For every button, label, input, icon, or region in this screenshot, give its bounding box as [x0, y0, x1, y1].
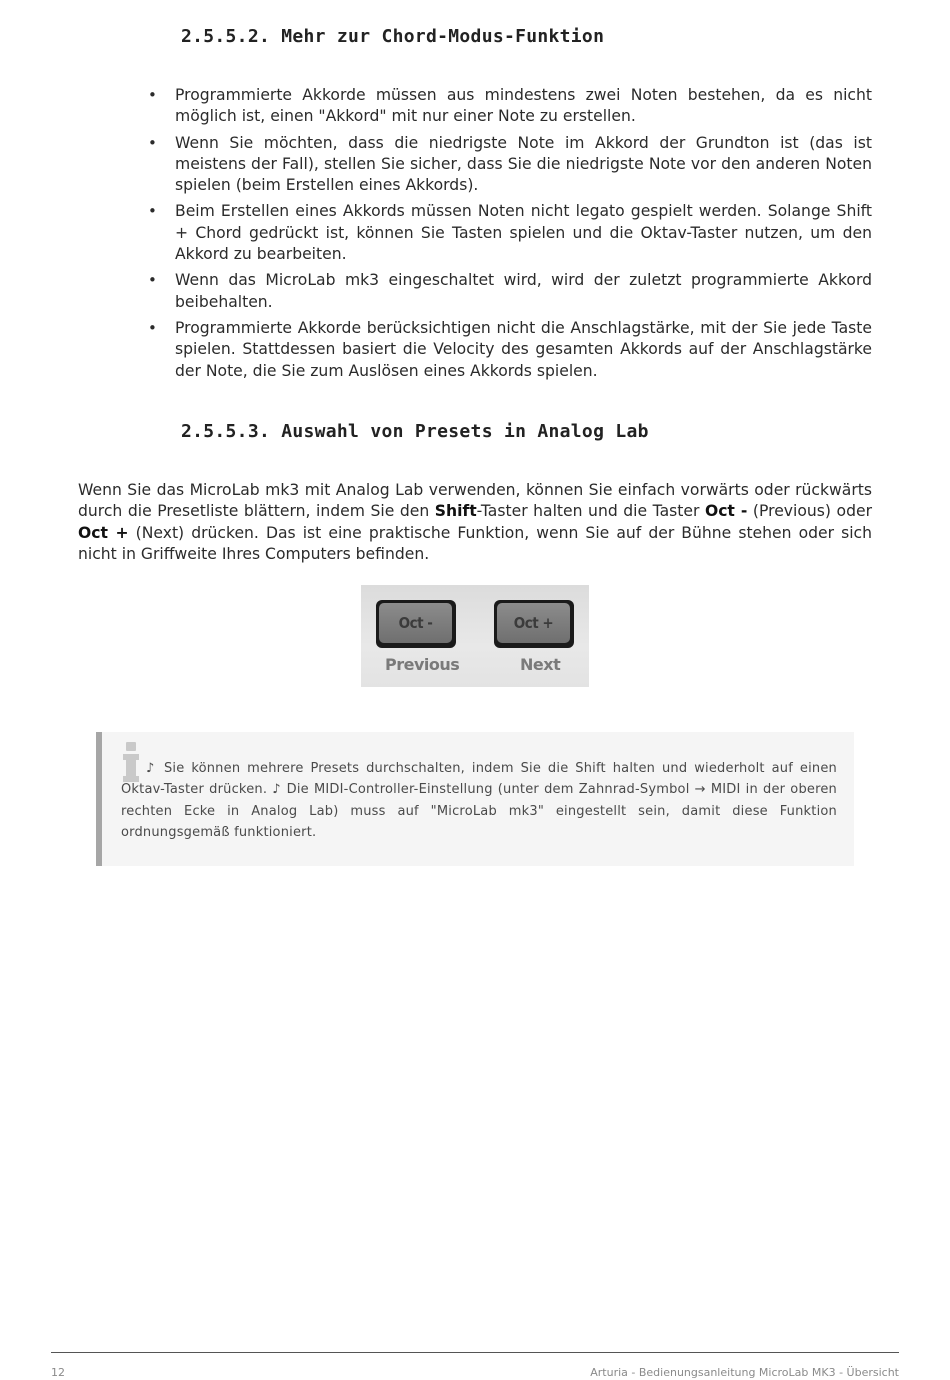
para-text: (Next) drücken. Das ist eine praktische Funktion, wenn Sie auf der Bühne stehen oder sich nicht in Griffweite Ihres Computers befinden.	[78, 523, 873, 563]
oct-plus-term: Oct +	[78, 523, 129, 542]
list-item: • Wenn das MicroLab mk3 eingeschaltet wird, wird der zuletzt programmierte Akkord beibehalten.	[148, 270, 872, 313]
preset-paragraph	[78, 480, 872, 565]
para-text: -Taster halten und die Taster	[476, 502, 705, 521]
footer-divider	[51, 1352, 899, 1353]
list-item: • Wenn Sie möchten, dass die niedrigste Note im Akkord der Grundton ist (das ist meistens der Fall), stellen Sie sicher, dass Sie die niedrigste Note vor den anderen Noten spielen (beim Erstellen eines Akkords).	[148, 133, 872, 197]
note-text: ♪ Sie können mehrere Presets durchschalten, indem Sie die Shift halten und wiederholt auf einen Oktav-Taster drücken. ♪ Die MIDI-Controller-Einstellung (unter dem Zahnrad-Symbol → MIDI in der oberen rechten Ecke in Analog Lab) muss auf "MicroLab mk3" eingestellt sein, damit diese Funktion ordnungsgemäß funktioniert.	[121, 761, 837, 840]
previous-label: Previous	[385, 655, 460, 674]
oct-plus-button	[494, 600, 574, 648]
oct-minus-label: Oct -	[379, 603, 452, 643]
chord-notes-list	[148, 85, 872, 387]
list-item: • Programmierte Akkorde berücksichtigen nicht die Anschlagstärke, mit der Sie jede Taste spielen. Stattdessen basiert die Velocity des gesamten Akkords auf der Anschlagstärke der Note, die Sie zum Auslösen eines Akkords spielen.	[148, 318, 872, 382]
octave-buttons-image	[361, 585, 589, 687]
footer-title: Arturia - Bedienungsanleitung MicroLab MK3 - Übersicht	[590, 1366, 899, 1379]
oct-plus-label: Oct +	[497, 603, 570, 643]
section-heading-presets: 2.5.5.3. Auswahl von Presets in Analog Lab	[181, 421, 649, 442]
next-label: Next	[520, 655, 561, 674]
oct-minus-button	[376, 600, 456, 648]
list-item: • Programmierte Akkorde müssen aus mindestens zwei Noten bestehen, da es nicht möglich ist, einen "Akkord" mit nur einer Note zu erstellen.	[148, 85, 872, 128]
para-text: (Previous) oder	[747, 502, 872, 521]
shift-key-term: Shift	[434, 502, 477, 521]
page-number: 12	[51, 1366, 65, 1379]
list-item: • Beim Erstellen eines Akkords müssen Noten nicht legato gespielt werden. Solange Shift + Chord gedrückt ist, können Sie Tasten spielen und die Oktav-Taster nutzen, um den Akkord zu bearbeiten.	[148, 201, 872, 265]
info-note-box	[96, 732, 854, 866]
section-heading-chord-mode: 2.5.5.2. Mehr zur Chord-Modus-Funktion	[181, 26, 605, 47]
para-text: Wenn Sie das MicroLab mk3 mit Analog Lab verwenden, können Sie einfach vorwärts oder rückwärts durch die Presetliste blättern, indem Sie den	[78, 481, 872, 521]
oct-minus-term: Oct -	[704, 502, 748, 521]
